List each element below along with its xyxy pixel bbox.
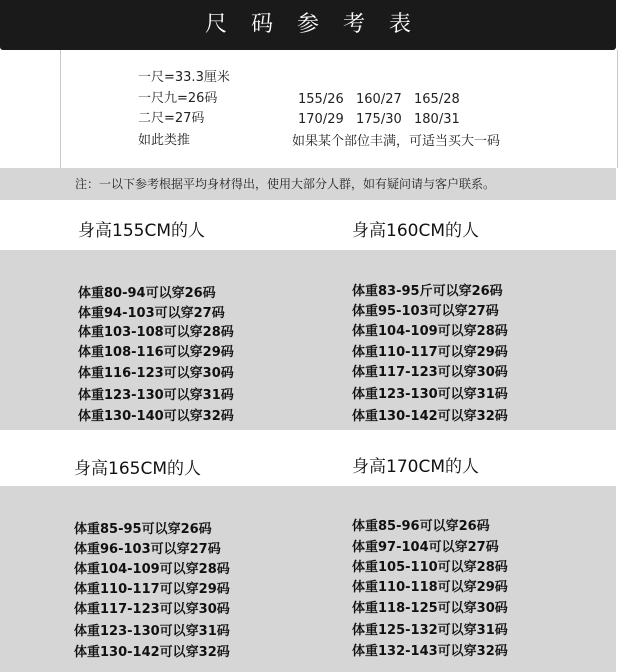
title-bar (0, 0, 616, 50)
group-title-160: 身高160CM的人 (352, 221, 479, 241)
weight-row: 体重130-140可以穿32码 (78, 409, 234, 424)
size-code: 165/28 (414, 92, 460, 107)
weight-row: 体重80-94可以穿26码 (78, 286, 216, 301)
weight-row: 体重125-132可以穿31码 (352, 623, 508, 638)
weight-row: 体重123-130可以穿31码 (78, 388, 234, 403)
weight-row: 体重85-95可以穿26码 (74, 522, 212, 537)
weight-row: 体重94-103可以穿27码 (78, 306, 225, 321)
weight-row: 体重104-109可以穿28码 (74, 562, 230, 577)
weight-row: 体重117-123可以穿30码 (74, 602, 230, 617)
note-bar (0, 168, 616, 200)
size-advice: 如果某个部位丰满，可适当买大一码 (292, 134, 501, 149)
weight-row: 体重85-96可以穿26码 (352, 519, 490, 534)
weight-row: 体重104-109可以穿28码 (352, 324, 508, 339)
weight-row: 体重97-104可以穿27码 (352, 540, 499, 555)
weight-row: 体重123-130可以穿31码 (352, 387, 508, 402)
weight-row: 体重96-103可以穿27码 (74, 542, 221, 557)
conversion-line: 一尺九=26码 (138, 91, 218, 106)
weight-row: 体重110-118可以穿29码 (352, 580, 508, 595)
weight-row: 体重130-142可以穿32码 (352, 409, 508, 424)
note-text: 注：一以下参考根据平均身材得出，使用大部分人群，如有疑问请与客户联系。 (75, 177, 496, 191)
size-code: 175/30 (356, 112, 402, 127)
weight-row: 体重110-117可以穿29码 (74, 582, 230, 597)
group-title-155: 身高155CM的人 (78, 221, 205, 241)
weight-row: 体重105-110可以穿28码 (352, 560, 508, 575)
weight-row: 体重132-143可以穿32码 (352, 644, 508, 659)
weight-row: 体重108-116可以穿29码 (78, 345, 234, 360)
weight-row: 体重123-130可以穿31码 (74, 624, 230, 639)
size-code: 180/31 (414, 112, 460, 127)
weight-row: 体重110-117可以穿29码 (352, 345, 508, 360)
weight-row: 体重103-108可以穿28码 (78, 325, 234, 340)
size-code: 170/29 (298, 112, 344, 127)
page-title: 尺码参考表 (204, 12, 435, 37)
weight-row: 体重117-123可以穿30码 (352, 365, 508, 380)
size-code: 160/27 (356, 92, 402, 107)
group-title-165: 身高165CM的人 (74, 459, 201, 479)
conversion-line: 如此类推 (138, 133, 191, 148)
weight-row: 体重118-125可以穿30码 (352, 601, 508, 616)
group-title-170: 身高170CM的人 (352, 457, 479, 477)
conversion-line: 一尺=33.3厘米 (138, 70, 230, 85)
weight-row: 体重95-103可以穿27码 (352, 304, 499, 319)
weight-row: 体重116-123可以穿30码 (78, 366, 234, 381)
size-code: 155/26 (298, 92, 344, 107)
conversion-line: 二尺=27码 (138, 111, 205, 126)
weight-row: 体重130-142可以穿32码 (74, 645, 230, 660)
weight-row: 体重83-95斤可以穿26码 (352, 284, 503, 299)
